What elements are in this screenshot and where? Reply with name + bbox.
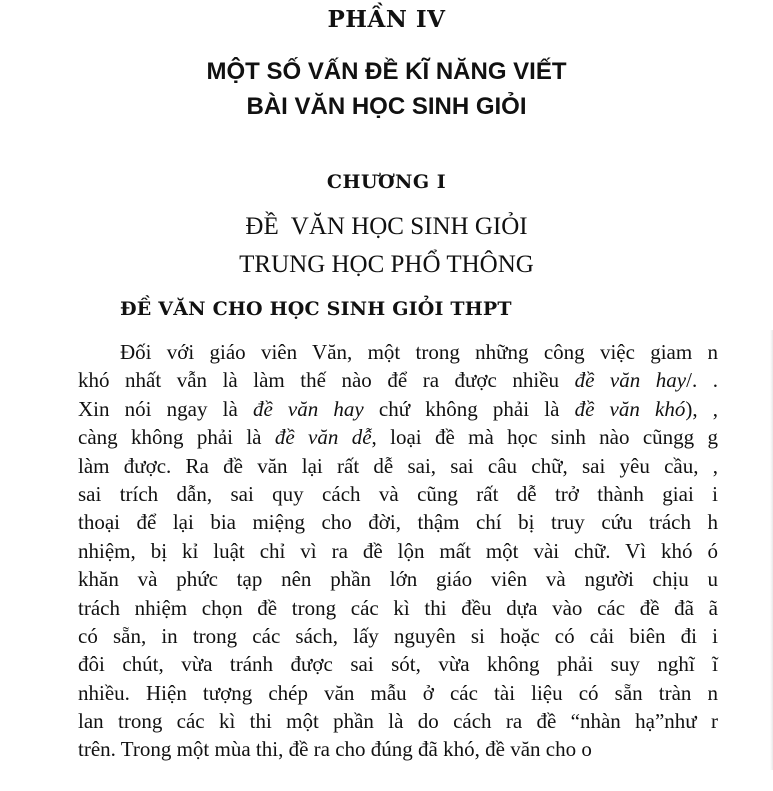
part-title: PHẦN IV (327, 6, 446, 33)
section-heading: ĐỀ VĂN CHO HỌC SINH GIỎI THPT (120, 298, 512, 320)
body-line: làm được. Ra đề văn lại rất dễ sai, sai câu chữ, sai yêu cầu, , (78, 453, 718, 478)
chapter-title-line-2: TRUNG HỌC PHỔ THÔNG (239, 251, 534, 278)
body-line: khăn và phức tạp nên phần lớn giáo viên và người chịu u (78, 567, 718, 592)
main-title-line-2: BÀI VĂN HỌC SINH GIỎI (246, 93, 527, 120)
body-line: Xin nói ngay là đề văn hay chứ không phải là đề văn khó), , (78, 396, 719, 421)
chapter-title-line-1: ĐỀ VĂN HỌC SINH GIỎI (245, 213, 528, 240)
body-line: đôi chút, vừa tránh được sai sót, vừa không phải suy nghĩ ĩ (78, 652, 718, 677)
main-title-line-1: MỘT SỐ VẤN ĐỀ KĨ NĂNG VIẾT (206, 58, 567, 85)
body-paragraph (78, 338, 718, 764)
body-line: Đối với giáo viên Văn, một trong những công việc giam n (120, 340, 718, 364)
body-line: có sẵn, in trong các sách, lấy nguyên si hoặc có cải biên đi i (78, 623, 718, 648)
body-line: lan trong các kì thi một phần là do cách ra đề “nhàn hạ”như r (78, 709, 718, 734)
body-line: thoại để lại bia miệng cho đời, thậm chí bị truy cứu trách h (78, 510, 718, 535)
body-line: nhiều. Hiện tượng chép văn mẫu ở các tài liệu có sẵn tràn n (78, 680, 718, 705)
body-line: trên. Trong một mùa thi, đề ra cho đúng đã khó, đề văn cho o (78, 737, 592, 762)
chapter-label: CHƯƠNG I (326, 171, 447, 193)
body-line: trách nhiệm chọn đề trong các kì thi đều dựa vào các đề đã ã (78, 595, 718, 620)
body-line: khó nhất vẫn là làm thế nào để ra được nhiều đề văn hay/. . (78, 368, 718, 393)
body-line: sai trích dẫn, sai quy cách và cũng rất dễ trở thành giai i (78, 481, 718, 506)
body-line: nhiệm, bị kỉ luật chỉ vì ra đề lộn mất một vài chữ. Vì khó ó (78, 538, 718, 563)
body-line: càng không phải là đề văn dễ, loại đề mà học sinh nào cũngg g (78, 425, 719, 450)
